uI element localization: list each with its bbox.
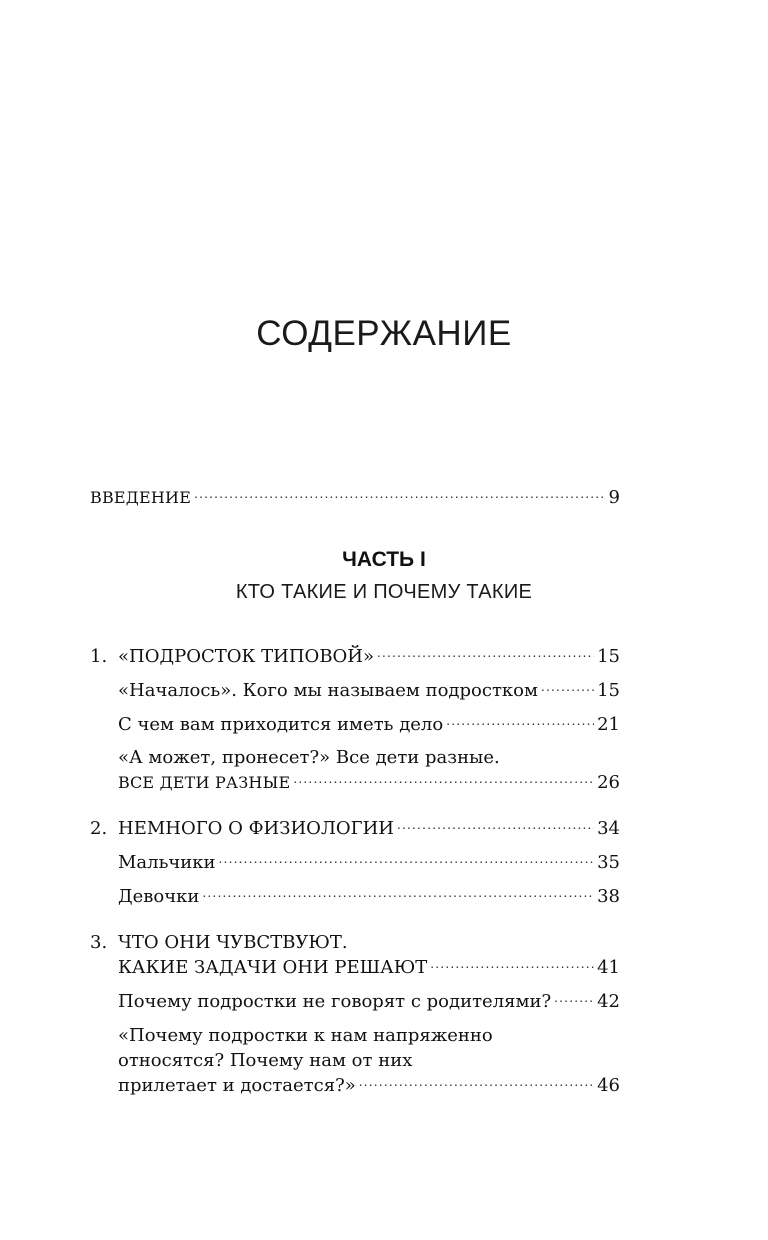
toc-page-number: 26	[597, 772, 620, 793]
leader-dots	[541, 682, 594, 696]
toc-chapter-1[interactable]	[90, 645, 620, 669]
toc-section-3-1[interactable]	[118, 990, 620, 1014]
page-title: СОДЕРЖАНИЕ	[256, 314, 512, 353]
toc-page-number: 15	[597, 680, 620, 701]
toc-section-3-2-line1[interactable]: «Почему подростки к нам напряженно	[118, 1025, 493, 1046]
toc-page-number: 15	[597, 646, 620, 667]
leader-dots	[202, 888, 594, 902]
toc-page-number: 9	[608, 487, 620, 508]
part-subtitle: КТО ТАКИЕ И ПОЧЕМУ ТАКИЕ	[235, 581, 533, 603]
leader-dots	[397, 820, 594, 834]
toc-entry-label: прилетает и достается?»	[118, 1075, 356, 1096]
toc-section-3-2-line2[interactable]: относятся? Почему нам от них	[118, 1050, 413, 1071]
leader-dots	[293, 774, 594, 788]
toc-entry-label: «Началось». Кого мы называем подростком	[118, 680, 539, 701]
leader-dots	[554, 993, 594, 1007]
leader-dots	[430, 959, 594, 973]
toc-chapter-2[interactable]	[90, 817, 620, 841]
toc-page-number: 35	[597, 852, 620, 873]
toc-page-number: 42	[597, 991, 620, 1012]
chapter-number: 3.	[90, 932, 108, 953]
toc-page-number: 21	[597, 714, 620, 735]
toc-page-number: 34	[597, 818, 620, 839]
toc-entry-label: НЕМНОГО О ФИЗИОЛОГИИ	[118, 818, 394, 839]
leader-dots	[377, 648, 594, 662]
toc-section-2-1[interactable]	[118, 851, 620, 875]
chapter-number: 2.	[90, 818, 108, 839]
toc-entry-label: ВВЕДЕНИЕ	[90, 488, 192, 507]
toc-entry-label: Почему подростки не говорят с родителями?	[118, 991, 552, 1012]
leader-dots	[194, 489, 605, 503]
toc-page-number: 41	[597, 957, 620, 978]
toc-page-number: 46	[597, 1075, 620, 1096]
toc-section-2-2[interactable]	[118, 885, 620, 909]
toc-entry-label: КАКИЕ ЗАДАЧИ ОНИ РЕШАЮТ	[118, 957, 428, 978]
chapter-number: 1.	[90, 646, 108, 667]
toc-page-number: 38	[597, 886, 620, 907]
toc-entry-label: ВСЕ ДЕТИ РАЗНЫЕ	[118, 773, 291, 792]
toc-entry-label-line1: ЧТО ОНИ ЧУВСТВУЮТ.	[118, 932, 348, 953]
toc-chapter-3[interactable]	[118, 956, 620, 980]
toc-section-1-2[interactable]	[118, 713, 620, 737]
toc-entry-label: Мальчики	[118, 852, 216, 873]
toc-chapter-3-line1[interactable]	[90, 931, 348, 955]
part-title: ЧАСТЬ I	[342, 548, 426, 571]
toc-entry-label: С чем вам приходится иметь дело	[118, 714, 444, 735]
toc-entry-intro[interactable]	[90, 486, 620, 510]
leader-dots	[446, 716, 594, 730]
toc-section-1-1[interactable]	[118, 679, 620, 703]
toc-entry-label: «ПОДРОСТОК ТИПОВОЙ»	[118, 646, 375, 667]
toc-section-1-3-line1[interactable]: «А может, пронесет?» Все дети разные.	[118, 747, 500, 768]
leader-dots	[359, 1077, 594, 1091]
toc-section-3-2[interactable]	[118, 1074, 620, 1098]
toc-section-1-3[interactable]	[118, 771, 620, 795]
toc-entry-label: Девочки	[118, 886, 200, 907]
leader-dots	[219, 854, 595, 868]
